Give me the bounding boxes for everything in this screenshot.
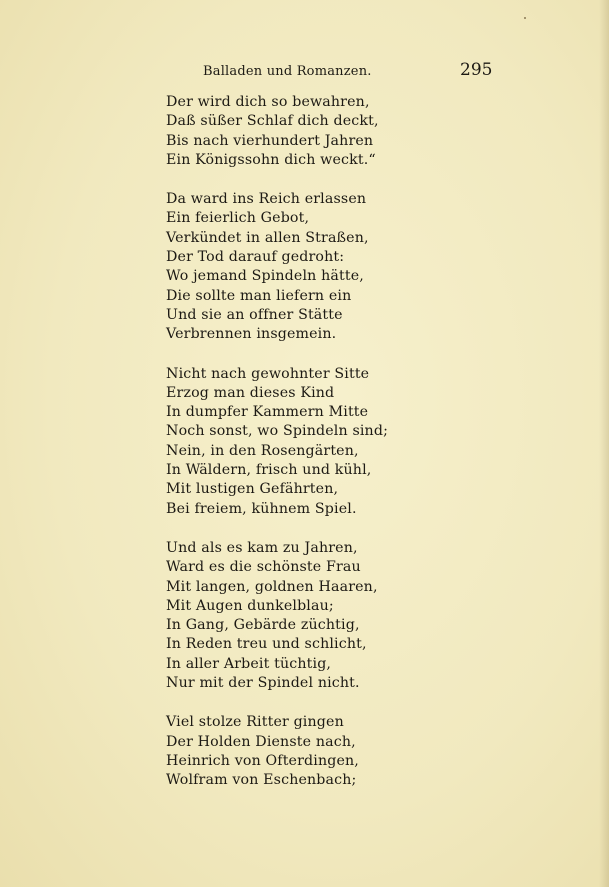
verse-line: In Wäldern, frisch und kühl, — [166, 462, 372, 479]
verse-line: Noch sonst, wo Spindeln sind; — [166, 423, 389, 440]
verse-line: Und sie an offner Stätte — [166, 306, 343, 323]
stanza — [166, 539, 586, 693]
verse-line: Viel stolze Ritter gingen — [166, 714, 344, 731]
verse-line: Wolfram von Eschenbach; — [166, 772, 357, 789]
verse-line: In aller Arbeit tüchtig, — [166, 655, 332, 672]
verse-line: Nein, in den Rosengärten, — [166, 442, 359, 459]
verse-line: Nur mit der Spindel nicht. — [166, 675, 360, 692]
poem-body — [166, 93, 586, 811]
verse-line: In dumpfer Kammern Mitte — [166, 404, 369, 421]
verse-line: Mit Augen dunkelblau; — [166, 597, 334, 614]
verse-line: Heinrich von Ofterdingen, — [166, 752, 359, 769]
verse-line: Wo jemand Spindeln hätte, — [166, 268, 364, 285]
verse-line: In Gang, Gebärde züchtig, — [166, 617, 360, 634]
stanza — [166, 365, 586, 519]
verse-line: Ein feierlich Gebot, — [166, 210, 310, 227]
verse-line: Der Holden Dienste nach, — [166, 733, 356, 750]
verse-line: Verbrennen insgemein. — [166, 326, 337, 343]
verse-line: Da ward ins Reich erlassen — [166, 191, 367, 208]
verse-line: Ein Königssohn dich weckt.“ — [166, 151, 376, 168]
verse-line: Nicht nach gewohnter Sitte — [166, 365, 370, 382]
verse-line: In Reden treu und schlicht, — [166, 636, 367, 653]
verse-line: Erzog man dieses Kind — [166, 384, 335, 401]
paper-speck — [524, 17, 526, 19]
verse-line: Verkündet in allen Straßen, — [166, 229, 369, 246]
verse-line: Mit lustigen Gefährten, — [166, 481, 339, 498]
page-number: 295 — [460, 60, 493, 80]
page-edge-shadow — [599, 0, 609, 887]
stanza — [166, 190, 586, 344]
running-title: Balladen und Romanzen. — [203, 64, 372, 79]
page-header — [0, 60, 609, 84]
verse-line: Der Tod darauf gedroht: — [166, 249, 345, 266]
verse-line: Und als es kam zu Jahren, — [166, 539, 358, 556]
verse-line: Ward es die schönste Frau — [166, 559, 361, 576]
verse-line: Der wird dich so bewahren, — [166, 94, 370, 110]
verse-line: Daß süßer Schlaf dich deckt, — [166, 113, 379, 130]
verse-line: Bis nach vierhundert Jahren — [166, 132, 374, 149]
stanza — [166, 713, 586, 790]
verse-line: Die sollte man liefern ein — [166, 287, 352, 304]
stanza — [166, 93, 586, 170]
verse-line: Mit langen, goldnen Haaren, — [166, 578, 378, 595]
verse-line: Bei freiem, kühnem Spiel. — [166, 500, 357, 517]
